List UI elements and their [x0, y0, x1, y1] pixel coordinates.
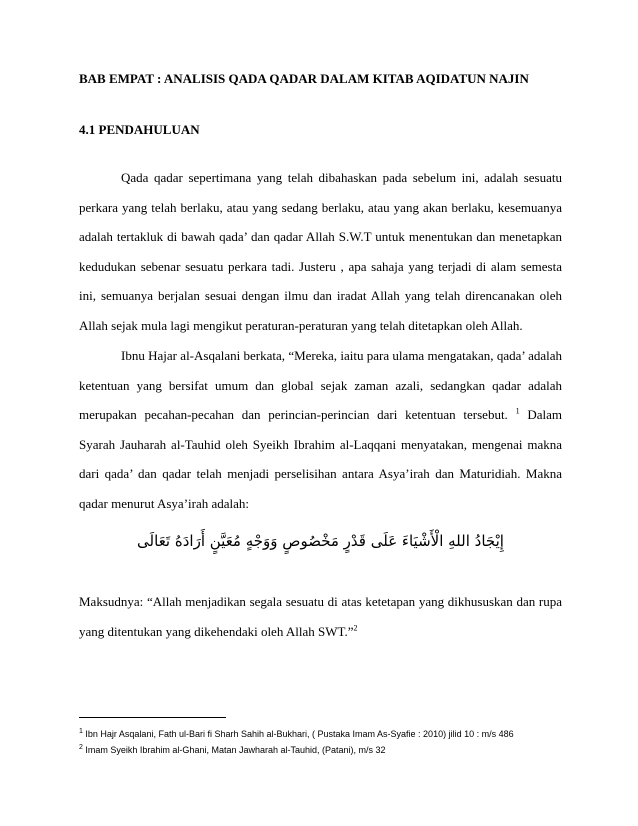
chapter-title: BAB EMPAT : ANALISIS QADA QADAR DALAM KITAB AQIDATUN NAJIN: [79, 71, 529, 86]
footnote-2: [79, 745, 386, 755]
section-title: 4.1 PENDAHULUAN: [79, 122, 200, 137]
paragraph-intro: Qada qadar sepertimana yang telah dibahaskan pada sebelum ini, adalah sesuatu perkara yang telah berlaku, atau yang sedang berlaku, atau yang akan berlaku, kesemuanya adalah tertakluk di bawah qada’ dan qadar Allah S.W.T untuk menentukan dan menetapkan kedudukan sebenar sesuatu perkara tadi. Justeru , apa sahaja yang terjadi di alam semesta ini, semuanya berjalan sesuai dengan ilmu dan iradat Allah yang telah direncanakan oleh Allah sejak mula lagi mengikut peraturan-peraturan yang telah ditetapkan oleh Allah.: [79, 170, 562, 333]
arabic-quote: إِيْجَادُ اللهِ الْأَشْيَاءَ عَلَى قَدْرٍ مَخْصُوصٍ وَوَجْهٍ مُعَيَّنٍ أَرَادَهُ تَعَالَى: [137, 532, 504, 550]
footnote-1-text: Ibn Hajr Asqalani, Fath ul-Bari fi Sharh Sahih al-Bukhari, ( Pustaka Imam As-Syafie : 2010) jilid 10 : m/s 486: [82, 729, 514, 739]
paragraph-maksudnya: [79, 587, 562, 646]
paragraph-ibnu-hajar: [79, 341, 562, 518]
paragraph-ibnu-hajar-continuation: Dalam Syarah Jauharah al-Tauhid oleh Syeikh Ibrahim al-Laqqani menyatakan, mengenai makna dari qada’ dan qadar telah menjadi perselisihan antara Asya’irah dan Maturidiah. Makna qadar menurut Asya’irah adalah:: [79, 407, 562, 511]
footnote-ref-1: 1: [515, 406, 520, 416]
footnote-2-number: 2: [79, 744, 83, 751]
paragraph-ibnu-hajar-text: Ibnu Hajar al-Asqalani berkata, “Mereka, iaitu para ulama mengatakan, qada’ adalah ketentuan yang bersifat umum dan global sejak zaman azali, sedangkan qadar adalah merupakan pecahan-pecahan dan perincian-perincian dari ketentuan tersebut.: [79, 348, 562, 422]
footnote-separator: [79, 717, 226, 718]
footnote-1: [79, 729, 514, 739]
footnote-ref-2: 2: [353, 623, 358, 633]
footnote-2-text: Imam Syeikh Ibrahim al-Ghani, Matan Jawharah al-Tauhid, (Patani), m/s 32: [82, 745, 386, 755]
footnote-1-number: 1: [79, 728, 83, 735]
paragraph-maksudnya-text: Maksudnya: “Allah menjadikan segala sesuatu di atas ketetapan yang dikhususkan dan rupa yang ditentukan yang dikehendaki oleh Allah SWT.”: [79, 594, 562, 639]
